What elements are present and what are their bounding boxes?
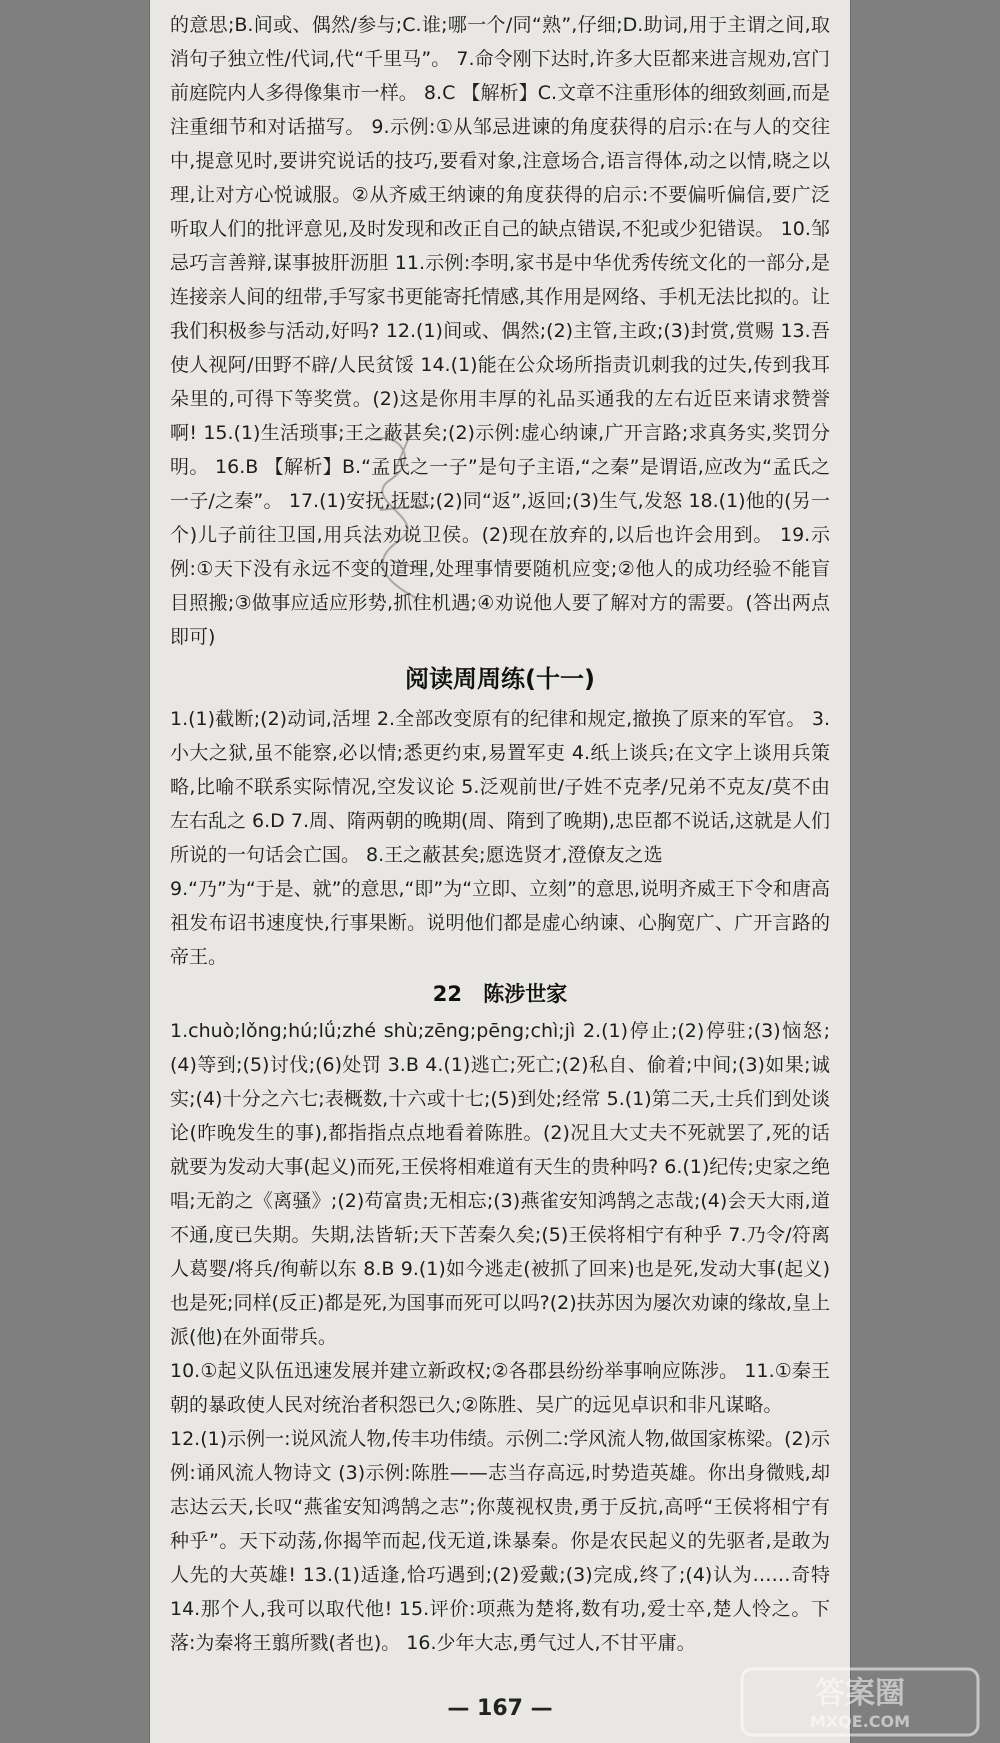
watermark-logo	[740, 1667, 980, 1737]
lesson-name: 陈涉世家	[483, 982, 568, 1006]
paragraph-weekly-answers: 1.(1)截断;(2)动词,活埋 2.全部改变原有的纪律和规定,撤换了原来的军官。 3.小大之狱,虽不能察,必以情;悉更约束,易置军吏 4.纸上谈兵;在文字上谈用兵策略,比喻不联系实际情况,空发议论 5.泛观前世/子姓不克孝/兄弟不克友/莫不由左右乱之 6.D 7.周、隋两朝的晚期(周、隋到了晚期),忠臣都不说话,这就是人们所说的一句话会亡国。 8.王之蔽甚矣;愿选贤才,澄僚友之选	[170, 708, 830, 866]
watermark-text: 答案圈	[815, 1676, 905, 1711]
paragraph-lesson-answers-1-9: 1.chuò;lǒng;hú;lǘ;zhé shù;zēng;pēng;chì;jì 2.(1)停止;(2)停驻;(3)恼怒;(4)等到;(5)讨伐;(6)处罚 3.B 4.(1)逃亡;死亡;(2)私自、偷着;中间;(3)如果;诚实;(4)十分之六七;表概数,十六或十七;(5)到处;经常 5.(1)第二天,士兵们到处谈论(昨晚发生的事),都指指点点地看着陈胜。(2)况且大丈夫不死就罢了,死的话就要为发动大事(起义)而死,王侯将相难道有天生的贵种吗? 6.(1)纪传;史家之绝唱;无韵之《离骚》;(2)苟富贵;无相忘;(3)燕雀安知鸿鹄之志哉;(4)会天大雨,道不通,度已失期。失期,法皆斩;天下苦秦久矣;(5)王侯将相宁有种乎 7.乃令/符离人葛婴/将兵/徇蕲以东 8.B 9.(1)如今逃走(被抓了回来)也是死,发动大事(起义)也是死;同样(反正)都是死,为国事而死可以吗?(2)扶苏因为屡次劝谏的缘故,皇上派(他)在外面带兵。	[170, 1020, 830, 1348]
paragraph-weekly-answer-9: 9.“乃”为“于是、就”的意思,“即”为“立即、立刻”的意思,说明齐威王下令和唐高祖发布诏书速度快,行事果断。说明他们都是虚心纳谏、心胸宽广、广开言路的帝王。	[170, 878, 830, 968]
lesson-number: 22	[432, 982, 462, 1006]
paragraph-lesson-answers-12-16: 12.(1)示例一:说风流人物,传丰功伟绩。示例二:学风流人物,做国家栋梁。(2)示例:诵风流人物诗文 (3)示例:陈胜——志当存高远,时势造英雄。你出身微贱,却志达云天,长叹“燕雀安知鸿鹄之志”;你蔑视权贵,勇于反抗,高呼“王侯将相宁有种乎”。天下动荡,你揭竿而起,伐无道,诛暴秦。你是农民起义的先驱者,是敢为人先的大英雄! 13.(1)适逢,恰巧遇到;(2)爱戴;(3)完成,终了;(4)认为……奇特 14.那个人,我可以取代他! 15.评价:项燕为楚将,数有功,爱士卒,楚人怜之。下落:为秦将王翦所戮(者也)。 16.少年大志,勇气过人,不甘平庸。	[170, 1428, 830, 1654]
paragraph-previous-answers: 的意思;B.间或、偶然/参与;C.谁;哪一个/同“熟”,仔细;D.助词,用于主谓之间,取消句子独立性/代词,代“千里马”。 7.命令刚下达时,许多大臣都来进言规劝,宫门前庭院内人多得像集市一样。 8.C 【解析】C.文章不注重形体的细致刻画,而是注重细节和对话描写。 9.示例:①从邹忌进谏的角度获得的启示:在与人的交往中,提意见时,要讲究说话的技巧,要看对象,注意场合,语言得体,动之以情,晓之以理,让对方心悦诚服。②从齐威王纳谏的角度获得的启示:不要偏听偏信,要广泛听取人们的批评意见,及时发现和改正自己的缺点错误,不犯或少犯错误。 10.邹忌巧言善辩,谋事披肝沥胆 11.示例:李明,家书是中华优秀传统文化的一部分,是连接亲人间的纽带,手写家书更能寄托情感,其作用是网络、手机无法比拟的。让我们积极参与活动,好吗? 12.(1)间或、偶然;(2)主管,主政;(3)封赏,赏赐 13.吾使人视阿/田野不辟/人民贫馁 14.(1)能在公众场所指责讥刺我的过失,传到我耳朵里的,可得下等奖赏。(2)这是你用丰厚的礼品买通我的左右近臣来请求赞誉啊! 15.(1)生活琐事;王之蔽甚矣;(2)示例:虚心纳谏,广开言路;求真务实,奖罚分明。 16.B 【解析】B.“孟氏之一子”是句子主语,“之秦”是谓语,应改为“孟氏之一子/之秦”。 17.(1)安抚,抚慰;(2)同“返”,返回;(3)生气,发怒 18.(1)他的(另一个)儿子前往卫国,用兵法劝说卫侯。(2)现在放弃的,以后也许会用到。 19.示例:①天下没有永远不变的道理,处理事情要随机应变;②他人的成功经验不能盲目照搬;③做事应适应形势,抓住机遇;④劝说他人要了解对方的需要。(答出两点即可)	[170, 14, 830, 648]
pencil-scribble-icon	[360, 420, 450, 620]
answer-content	[170, 8, 830, 1660]
section-title: 阅读周周练(十一)	[405, 665, 595, 693]
answer-page	[150, 0, 911, 1743]
lesson-title	[170, 974, 830, 1014]
page-number: — 167 —	[447, 1696, 553, 1721]
watermark-subtext: MXQE.COM	[809, 1712, 911, 1731]
paragraph-lesson-answers-10-11: 10.①起义队伍迅速发展并建立新政权;②各郡县纷纷举事响应陈涉。 11.①秦王朝的暴政使人民对统治者积怨已久;②陈胜、吴广的远见卓识和非凡谋略。	[170, 1360, 830, 1416]
